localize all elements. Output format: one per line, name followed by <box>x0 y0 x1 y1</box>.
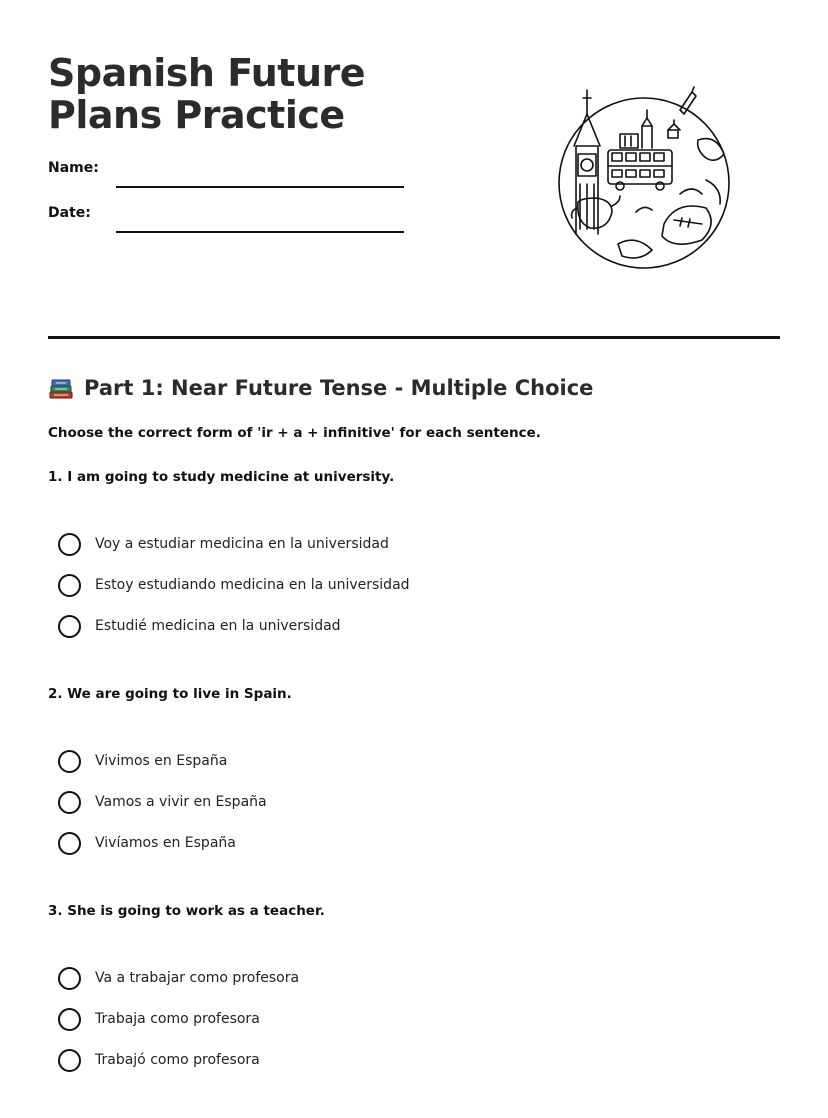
q3-option-3-label: Trabajó como profesora <box>95 1052 260 1068</box>
q3-option-1[interactable] <box>58 966 299 990</box>
name-underline[interactable] <box>116 186 404 188</box>
part1-instructions: Choose the correct form of 'ir + a + infinitive' for each sentence. <box>48 425 541 441</box>
q3-option-2[interactable] <box>58 1007 260 1031</box>
q3-option-1-radio[interactable] <box>58 967 81 990</box>
part1-heading <box>48 375 593 401</box>
q3-option-3-radio[interactable] <box>58 1049 81 1072</box>
q1-option-2[interactable] <box>58 573 410 597</box>
q3-option-2-label: Trabaja como profesora <box>95 1011 260 1027</box>
q1-option-1[interactable] <box>58 532 389 556</box>
q2-option-3-radio[interactable] <box>58 832 81 855</box>
q2-option-2[interactable] <box>58 790 267 814</box>
q3-option-2-radio[interactable] <box>58 1008 81 1031</box>
worksheet-title: Spanish Future Plans Practice <box>48 51 366 137</box>
name-label: Name: <box>48 160 99 176</box>
section-divider <box>48 336 780 339</box>
q1-option-1-label: Voy a estudiar medicina en la universidad <box>95 536 389 552</box>
q1-option-3[interactable] <box>58 614 341 638</box>
question-2-prompt: 2. We are going to live in Spain. <box>48 686 292 702</box>
q3-option-1-label: Va a trabajar como profesora <box>95 970 300 986</box>
q2-option-2-label: Vamos a vivir en España <box>95 794 267 810</box>
name-field[interactable] <box>48 158 408 188</box>
q2-option-3[interactable] <box>58 831 236 855</box>
date-underline[interactable] <box>116 231 404 233</box>
q2-option-1-label: Vivimos en España <box>95 753 228 769</box>
date-field[interactable] <box>48 203 408 233</box>
q1-option-3-label: Estudié medicina en la universidad <box>95 618 341 634</box>
q1-option-2-label: Estoy estudiando medicina en la universidad <box>95 577 410 593</box>
q2-option-1[interactable] <box>58 749 227 773</box>
q2-option-1-radio[interactable] <box>58 750 81 773</box>
q1-option-2-radio[interactable] <box>58 574 81 597</box>
question-1-prompt: 1. I am going to study medicine at university. <box>48 469 395 485</box>
books-icon <box>48 375 74 401</box>
q1-option-3-radio[interactable] <box>58 615 81 638</box>
question-3-prompt: 3. She is going to work as a teacher. <box>48 903 325 919</box>
date-label: Date: <box>48 205 91 221</box>
q3-option-3[interactable] <box>58 1048 260 1072</box>
q1-option-1-radio[interactable] <box>58 533 81 556</box>
q2-option-2-radio[interactable] <box>58 791 81 814</box>
part1-heading-text: Part 1: Near Future Tense - Multiple Choice <box>84 376 594 400</box>
q2-option-3-label: Vivíamos en España <box>95 835 236 851</box>
globe-landmarks-icon <box>556 84 734 272</box>
